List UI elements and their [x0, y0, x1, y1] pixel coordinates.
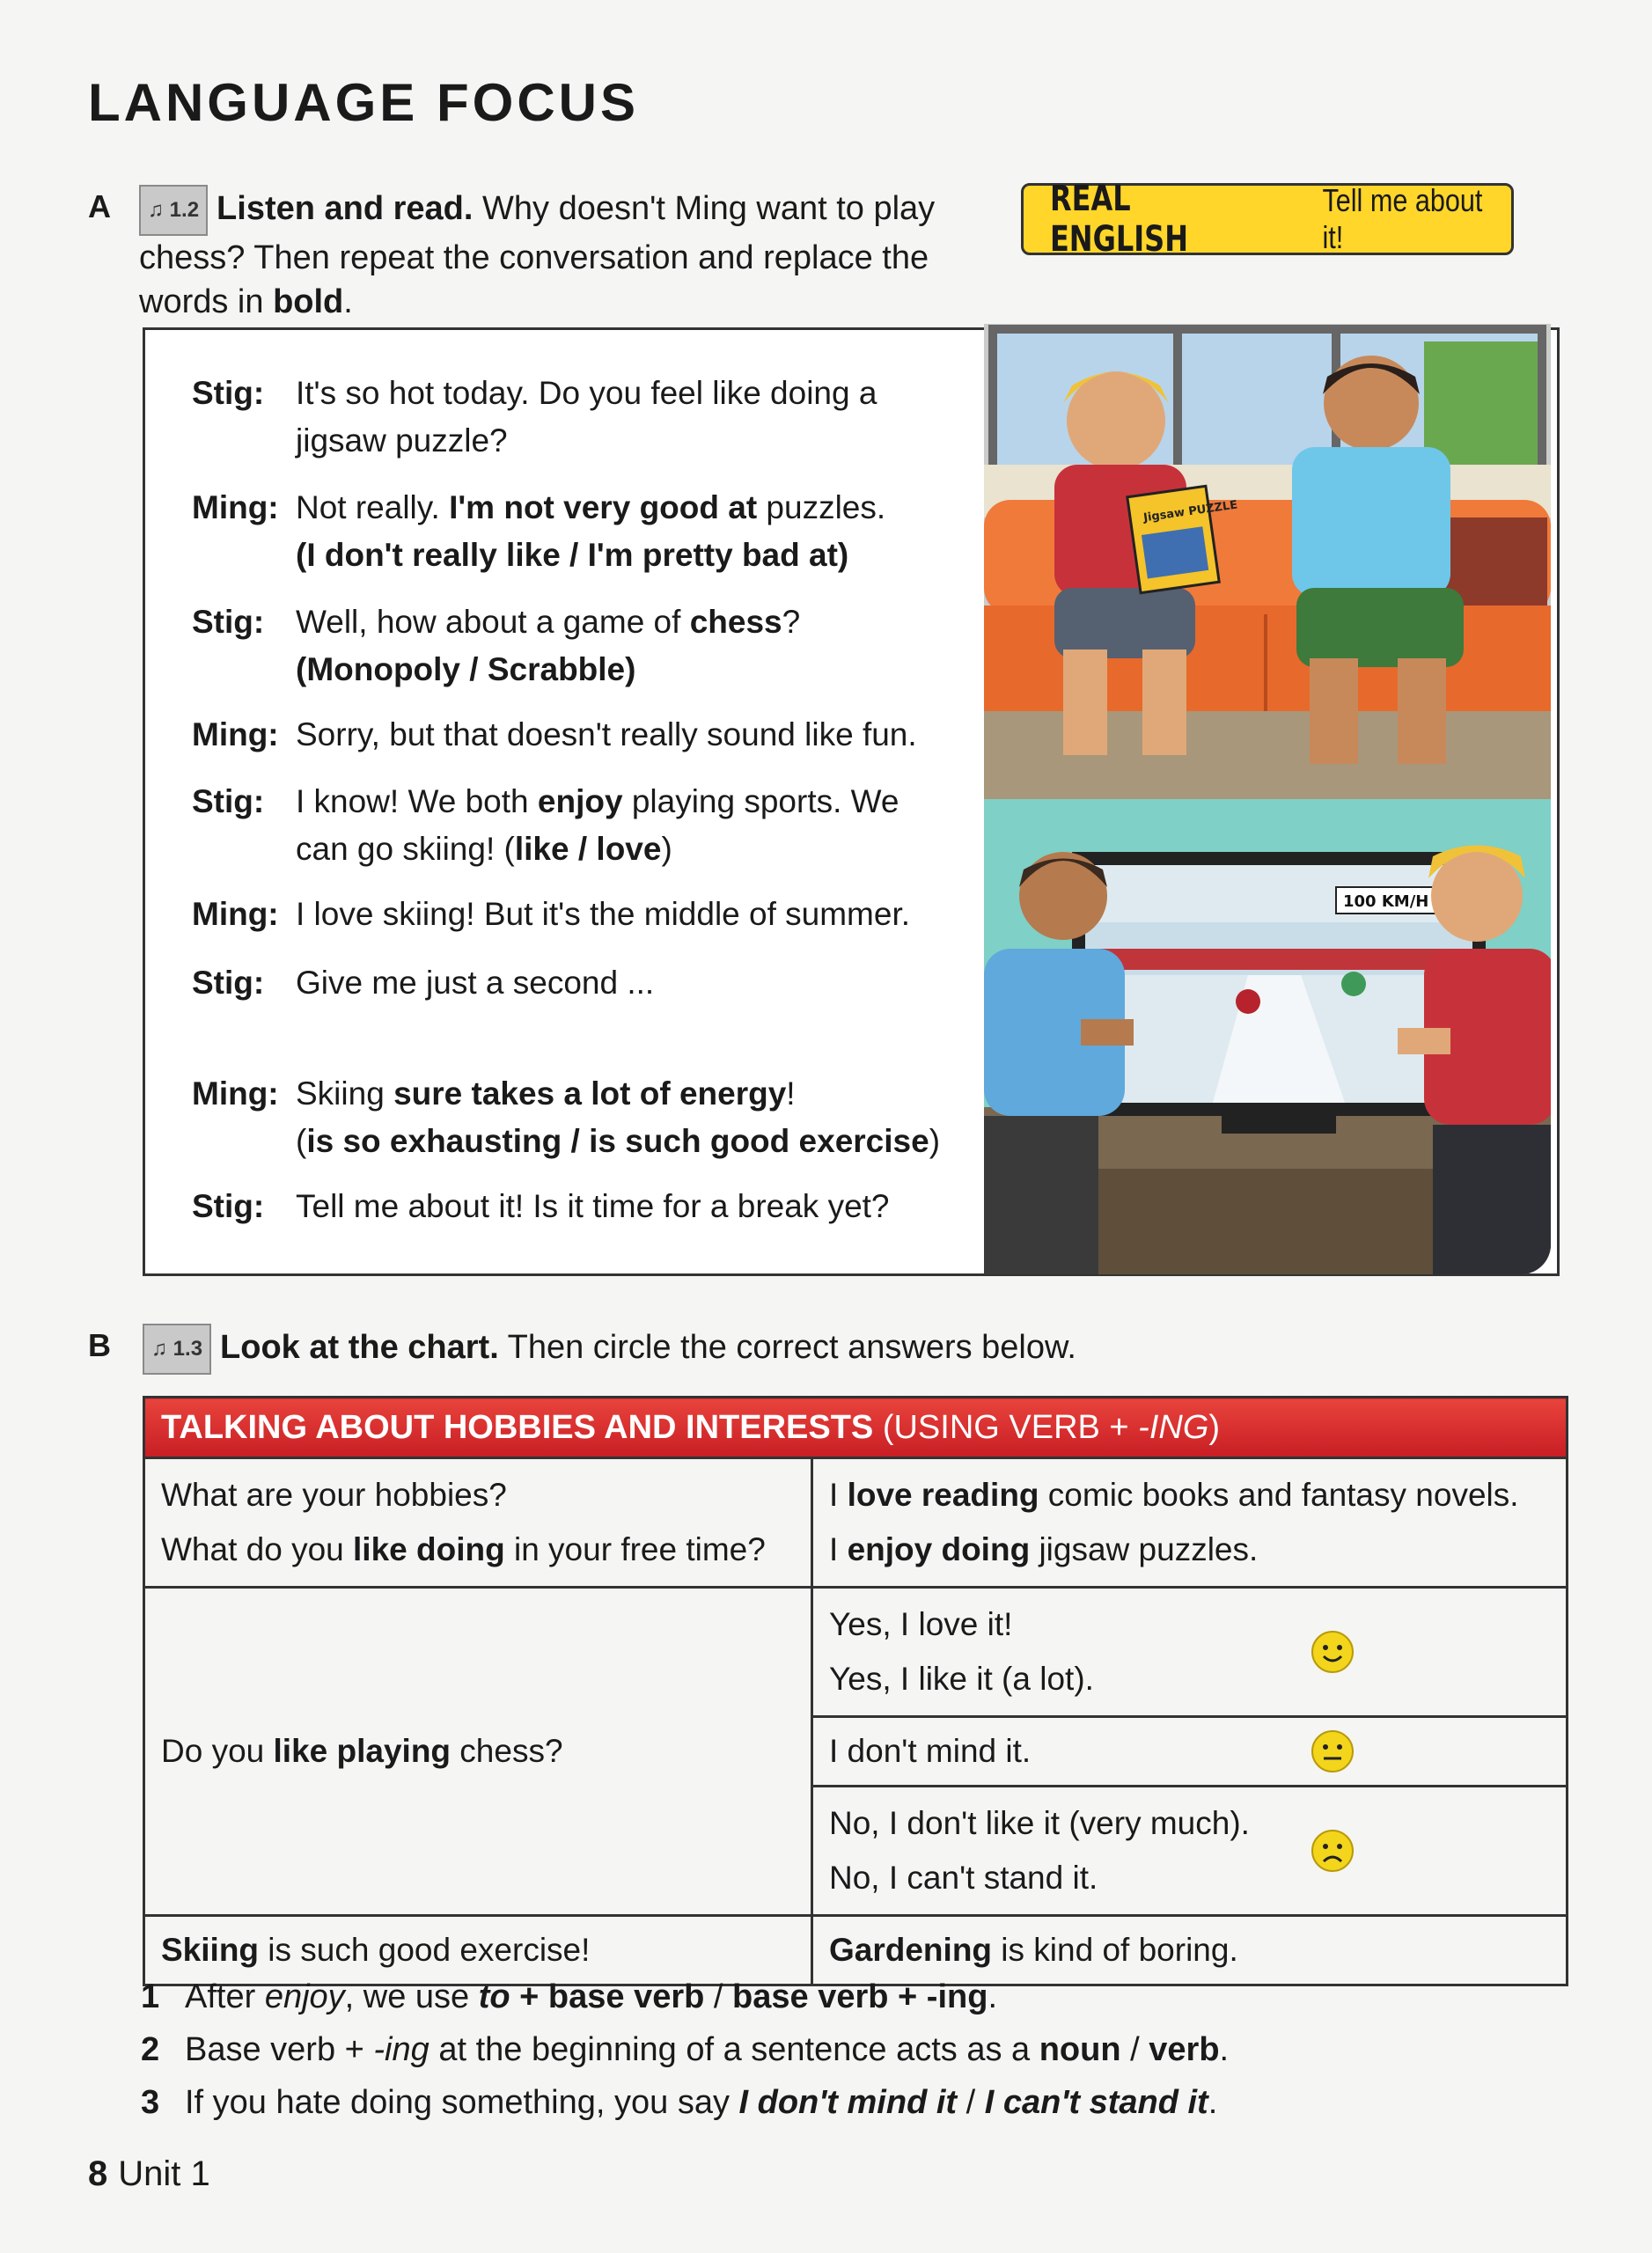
real-english-phrase: Tell me about it!	[1321, 182, 1482, 255]
chart-cell: I don't mind it.	[812, 1717, 1568, 1787]
dialogue-line: Stig: Give me just a second ...	[192, 965, 655, 1001]
table-row	[144, 1458, 1568, 1588]
section-a-letter: A	[88, 188, 111, 224]
audio-track-a[interactable]: ♫ 1.2	[139, 185, 208, 236]
dialogue-line: Stig: I know! We both enjoy playing sports. We can go skiing! (like / love)	[192, 783, 899, 867]
chart-cell: Do you like playing chess?	[144, 1588, 812, 1916]
illustration-video-game-scene	[984, 799, 1551, 1274]
dialogue-line: Ming: Sorry, but that doesn't really sound like fun.	[192, 716, 917, 752]
hobbies-chart	[143, 1396, 1568, 1986]
section-b-letter: B	[88, 1327, 111, 1363]
chart-cell: What are your hobbies? What do you like doing in your free time?	[144, 1458, 812, 1588]
unit-label: Unit 1	[118, 2154, 210, 2193]
happy-face-icon	[1311, 1630, 1355, 1674]
question-1: 1 After enjoy, we use to + base verb / base verb + -ing.	[141, 1978, 997, 2015]
video-game-scene-image	[984, 799, 1551, 1274]
audio-track-b[interactable]: ♫ 1.3	[143, 1324, 211, 1375]
section-b-instructions: ♫ 1.3 Look at the chart. Then circle the correct answers below.	[143, 1324, 1463, 1375]
dialogue-line: Ming: Skiing sure takes a lot of energy! (is so exhausting / is such good exercise)	[192, 1075, 941, 1159]
dialogue-line: Stig: Well, how about a game of chess? (Monopoly / Scrabble)	[192, 604, 801, 687]
neutral-face-icon	[1311, 1729, 1355, 1773]
chart-cell: Skiing is such good exercise!	[144, 1916, 812, 1985]
question-3: 3 If you hate doing something, you say I don't mind it / I can't stand it.	[141, 2084, 1218, 2121]
illustration-sofa-scene	[984, 324, 1551, 799]
chart-cell: Yes, I love it! Yes, I like it (a lot).	[812, 1588, 1568, 1717]
chart-cell: Gardening is kind of boring.	[812, 1916, 1568, 1985]
page-title: LANGUAGE FOCUS	[88, 73, 639, 132]
hobbies-table	[143, 1396, 1568, 1986]
real-english-badge	[1021, 179, 1514, 260]
real-english-label: REAL ENGLISH	[1049, 179, 1188, 260]
dialogue-line: Ming: I love skiing! But it's the middle of summer.	[192, 896, 911, 932]
puzzle-box-label: Jigsaw PUZZLE	[1142, 498, 1239, 525]
chart-cell: No, I don't like it (very much). No, I can't stand it.	[812, 1787, 1568, 1916]
table-row	[144, 1916, 1568, 1985]
section-a-instructions: ♫ 1.2 Listen and read. Why doesn't Ming want to play chess? Then repeat the conversation and replace the words in bold.	[139, 185, 1002, 324]
dialogue-line: Stig: It's so hot today. Do you feel like doing a jigsaw puzzle?	[192, 375, 877, 459]
speed-sign-label: 100 KM/H	[1343, 892, 1429, 911]
sad-face-icon	[1311, 1829, 1355, 1873]
table-row	[144, 1588, 1568, 1717]
chart-header: TALKING ABOUT HOBBIES AND INTERESTS (USING VERB + -ING)	[144, 1398, 1568, 1458]
page-number: 8	[88, 2154, 108, 2193]
dialogue-line: Stig: Tell me about it! Is it time for a break yet?	[192, 1188, 890, 1224]
sofa-scene-image	[984, 324, 1551, 799]
page-footer	[88, 2154, 210, 2194]
chart-cell: I love reading comic books and fantasy novels. I enjoy doing jigsaw puzzles.	[812, 1458, 1568, 1588]
dialogue-line: Ming: Not really. I'm not very good at puzzles. (I don't really like / I'm pretty bad at)	[192, 489, 886, 573]
question-2: 2 Base verb + -ing at the beginning of a sentence acts as a noun / verb.	[141, 2031, 1230, 2068]
